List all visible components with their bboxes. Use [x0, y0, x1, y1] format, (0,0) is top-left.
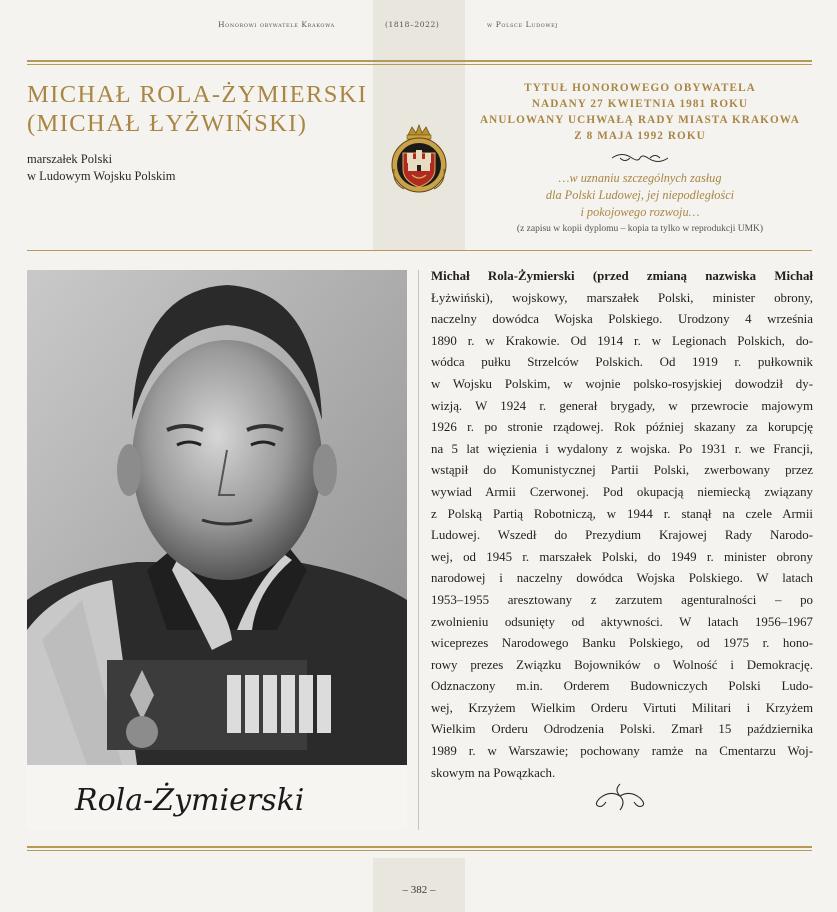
end-flourish-icon — [590, 782, 650, 812]
honor-title-line-1: TYTUŁ HONOROWEGO OBYWATELA — [524, 82, 756, 94]
bio-line-14: wej, od 1945 r. marszałek Polski, do 1949 r. minister obrony — [431, 549, 813, 564]
honor-quote-line-1: …w uznaniu szczególnych zasług — [558, 171, 722, 185]
subtitle-army: w Ludowym Wojsku Polskim — [27, 169, 176, 183]
honor-quote-line-2: dla Polski Ludowej, jej niepodległości — [545, 188, 735, 202]
portrait-frame — [27, 270, 407, 830]
bio-line-18: wiceprezes Narodowego Banku Polskiego, od 1975 r. hono- — [431, 636, 813, 651]
bio-line-20: Odznaczony m.in. Orderem Budowniczych Polski Ludo- — [431, 679, 813, 694]
bio-line-8: 1926 r. po stronie rządowej. Rok później skazany za korupcję — [431, 420, 813, 435]
bio-line-4: 1890 r. w Krakowie. Od 1914 r. w Legionach Polskich, do- — [431, 333, 813, 348]
bottom-rule — [27, 846, 812, 848]
section-rule — [27, 250, 812, 251]
honor-quote-line-3: i pokojowego rozwoju… — [580, 205, 700, 219]
bio-line-6: w Wojsku Polskim, w wojnie polsko-rosyjskiej dowodził dy- — [431, 376, 813, 391]
running-head-right: w Polsce Ludowej — [487, 20, 558, 29]
bio-line-22: Wielkim Orderu Odrodzenia Polski. Zmarł 15 października — [431, 722, 813, 737]
bio-line-21: wej, Krzyżem Wielkim Orderu Virtuti Militari i Krzyżem — [431, 700, 813, 715]
bio-line-16: 1953–1955 aresztowany z zarzutem agenturalności – po — [431, 592, 813, 607]
krakow-coat-of-arms-icon — [388, 123, 450, 193]
bio-line-13: Ludowej. Wszedł do Prezydium Krajowej Rady Narodo- — [431, 528, 813, 543]
bio-line-24: skowym na Powązkach. — [431, 765, 556, 780]
bio-line-5: wódca pułku Strzelców Polskich. Od 1919 r. pułkownik — [431, 355, 813, 370]
running-head-center: (1818–2022) — [385, 20, 440, 29]
bio-line-19: rowy prezes Związku Bojowników o Wolność i Demokrację. — [431, 657, 813, 672]
column-divider — [418, 270, 419, 830]
bio-line-2: Łyżwiński), wojskowy, marszałek Polski, minister obrony, — [431, 290, 813, 305]
bottom-rule-thin — [27, 850, 812, 851]
running-head-left: Honorowi obywatele Krakowa — [218, 20, 335, 29]
bio-line-10: wstąpił do Komunistycznej Partii Polski, zwerbowany przez — [431, 463, 813, 478]
bio-line-11: wywiad Armii Czerwonej. Pod okupacją niemiecką związany — [431, 484, 813, 499]
flourish-ornament-icon — [610, 150, 670, 166]
page-number: – 382 – — [402, 884, 436, 896]
honor-title-line-2: NADANY 27 KWIETNIA 1981 ROKU — [531, 98, 749, 110]
signature-image — [67, 770, 367, 825]
bio-line-3: naczelny dowódca Wojska Polskiego. Urodzony 4 września — [431, 312, 813, 327]
diploma-note: (z zapisu w kopii dyplomu – kopia ta tylko w reprodukcji UMK) — [516, 224, 764, 234]
honor-title-line-4: Z 8 MAJA 1992 ROKU — [574, 130, 706, 142]
bio-line-12: z Polską Partią Robotniczą, w 1944 r. stanął na czele Armii — [431, 506, 813, 521]
subtitle-rank: marszałek Polski — [27, 152, 113, 166]
bio-line-23: 1989 r. w Warszawie; pochowany ramże na Cmentarzu Woj- — [431, 744, 813, 759]
biography-text — [431, 266, 813, 784]
person-birth-name: (MICHAŁ ŁYŻWIŃSKI) — [27, 110, 308, 137]
honor-title-line-3: ANULOWANY UCHWAŁĄ RADY MIASTA KRAKOWA — [480, 114, 800, 126]
bio-line-17: zwolnieniu odsunięty od aktywności. W latach 1956–1967 — [431, 614, 813, 629]
running-head — [0, 20, 837, 34]
person-name: MICHAŁ ROLA-ŻYMIERSKI — [27, 81, 368, 108]
honor-block — [468, 80, 812, 234]
portrait-photo — [27, 270, 407, 765]
signature-text: Rola-Żymierski — [75, 783, 305, 818]
top-rule — [27, 60, 812, 62]
bio-line-15: narodowej i naczelny dowódca Wojska Polskiego. W latach — [431, 571, 813, 586]
bio-line-7: wizją. W 1924 r. generał brygady, w przewrocie majowym — [431, 398, 813, 413]
top-rule-thin — [27, 64, 812, 65]
bio-line-9: na 5 lat więzienia i wydalony z wojska. Po 1931 r. we Francji, — [431, 441, 813, 456]
name-block — [27, 80, 372, 185]
bio-line-1: Michał Rola-Żymierski (przed zmianą nazwiska Michał — [431, 269, 813, 283]
